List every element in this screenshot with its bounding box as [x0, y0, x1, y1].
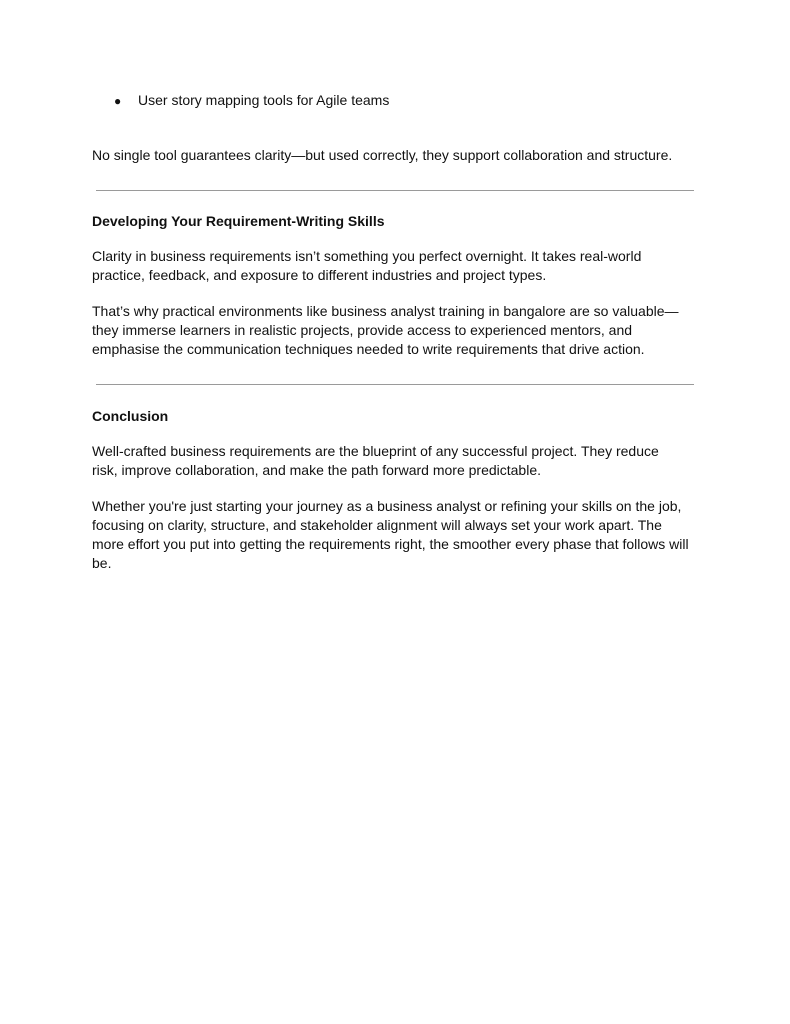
list-item: [114, 91, 389, 111]
conclusion-paragraph: Whether you're just starting your journey as a business analyst or refining your skills on the job, focusing on clarity, structure, and stakeholder alignment will always set your work apart. The more effort you put into getting the requirements right, the smoother every phase that follows will be.: [92, 498, 689, 571]
skills-section-heading: Developing Your Requirement-Writing Skills: [92, 213, 385, 229]
section-divider: [96, 190, 694, 191]
section-divider: [96, 384, 694, 385]
skills-paragraph: Clarity in business requirements isn’t something you perfect overnight. It takes real-world practice, feedback, and exposure to different industries and project types.: [92, 248, 642, 283]
tools-summary-paragraph: No single tool guarantees clarity—but used correctly, they support collaboration and structure.: [92, 147, 673, 163]
conclusion-heading: Conclusion: [92, 408, 169, 424]
conclusion-paragraph: Well-crafted business requirements are the blueprint of any successful project. They reduce risk, improve collaboration, and make the path forward more predictable.: [92, 443, 659, 478]
skills-paragraph: That’s why practical environments like business analyst training in bangalore are so valuable—they immerse learners in realistic projects, provide access to experienced mentors, and emphasise the communication techniques needed to write requirements that drive action.: [92, 303, 679, 357]
bullet-icon: ●: [114, 94, 122, 108]
list-item-text: User story mapping tools for Agile teams: [138, 92, 390, 108]
